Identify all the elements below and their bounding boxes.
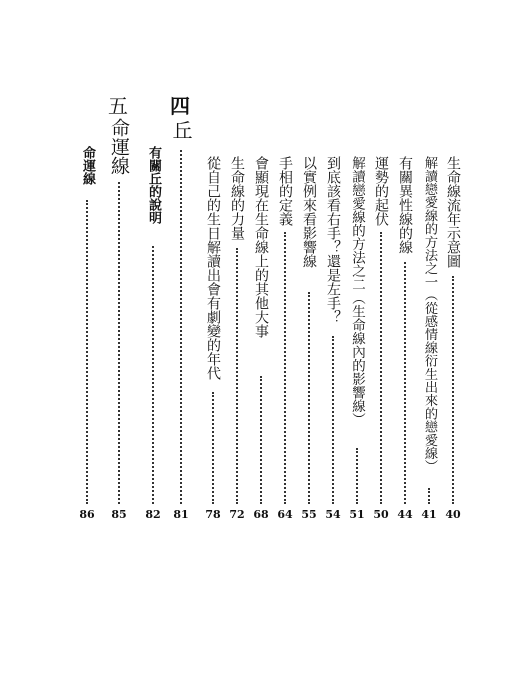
leader-dots (118, 182, 120, 504)
leader-dots (180, 150, 182, 504)
entry-page-number: 55 (301, 508, 317, 521)
entry-title: 解讀戀愛線的方法之二（生命線內的影響線） (349, 156, 365, 426)
leader-dots (308, 292, 310, 504)
entry-page-number: 50 (373, 508, 389, 521)
entry-page-number: 54 (325, 508, 341, 521)
section-title: 丘 (169, 120, 193, 140)
leader-dots (404, 262, 406, 504)
entry-page-number: 85 (111, 508, 127, 521)
entry-title: 到底該看右手？還是左手？ (325, 156, 341, 324)
entry-title: 從自己的生日解讀出會有劇變的年代 (205, 156, 221, 380)
leader-dots (332, 336, 334, 504)
leader-dots (428, 488, 430, 504)
leader-dots (284, 232, 286, 504)
entry-title: 生命線的力量 (229, 156, 245, 240)
subentry-title: 命運線 (80, 146, 95, 185)
entry-title: 以實例來看影響線 (301, 156, 317, 268)
entry-page-number: 82 (145, 508, 161, 521)
entry-title: 手相的定義 (277, 156, 293, 226)
leader-dots (236, 248, 238, 504)
leader-dots (452, 276, 454, 504)
entry-page-number: 81 (173, 508, 189, 521)
entry-title: 有關異性線的線 (397, 156, 413, 254)
entry-page-number: 78 (205, 508, 221, 521)
subentry-title: 有關丘的說明 (146, 146, 161, 224)
entry-page-number: 86 (79, 508, 95, 521)
entry-page-number: 40 (445, 508, 461, 521)
entry-page-number: 41 (421, 508, 437, 521)
leader-dots (152, 246, 154, 504)
entry-page-number: 68 (253, 508, 269, 521)
leader-dots (356, 448, 358, 504)
leader-dots (380, 232, 382, 504)
entry-title: 生命線流年示意圖 (445, 156, 461, 268)
chapter-numeral-5: 五 (108, 94, 128, 118)
entry-page-number: 64 (277, 508, 293, 521)
entry-title: 會顯現在生命線上的其他大事 (253, 156, 269, 338)
section-title: 命運線 (108, 118, 130, 175)
entry-title: 運勢的起伏 (373, 156, 389, 226)
leader-dots (260, 376, 262, 504)
entry-page-number: 51 (349, 508, 365, 521)
leader-dots (212, 392, 214, 504)
entry-title: 解讀戀愛線的方法之一（從感情線衍生出來的戀愛線） (422, 156, 437, 473)
entry-page-number: 44 (397, 508, 413, 521)
entry-page-number: 72 (229, 508, 245, 521)
chapter-numeral-4: 四 (170, 94, 190, 118)
leader-dots (86, 200, 88, 504)
